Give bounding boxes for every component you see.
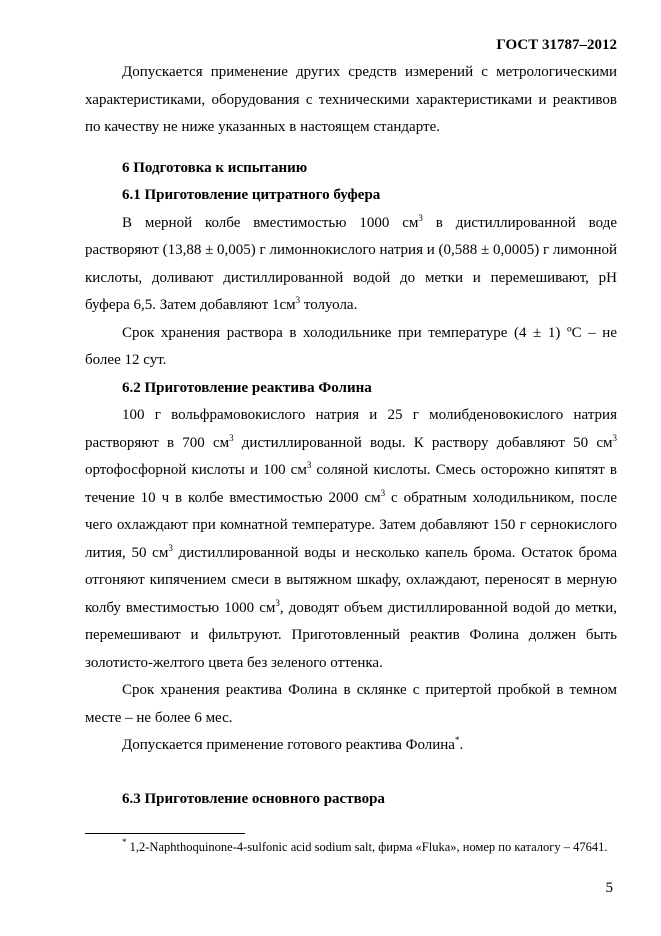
page-number: 5 xyxy=(605,880,613,896)
superscript: 3 xyxy=(275,597,280,608)
superscript: 3 xyxy=(418,212,423,223)
text-run: с обратным холодильником, после чего охлаждают при комнатной температуре. Затем добавляют 150 г сернокислого лития, 50 см xyxy=(85,489,617,561)
superscript: 3 xyxy=(380,487,386,498)
text-run: в дистиллированной воде растворяют (13,88 ± 0,005) г лимоннокислого натрия и (0,588 ± 0,0005) г лимонной кислоты, доливают дистиллированной водой до метки и перемешивают, pH буфера 6,5. Затем добавляют 1см xyxy=(85,214,617,313)
text-run: , доводят объем дистиллированной водой до метки, перемешивают и фильтруют. Приготовленный реактив Фолина должен быть золотисто-желтого цвета без зеленого оттенка. xyxy=(85,599,617,671)
footnote-reference: * xyxy=(454,735,460,745)
text-run: 100 г вольфрамовокислого натрия и 25 г молибденовокислого натрия растворяют в 700 см xyxy=(85,407,617,451)
standard-number: ГОСТ 31787–2012 xyxy=(496,37,617,53)
paragraph-storage-buffer: Срок хранения раствора в холодильнике при температуре (4 ± 1) ºС – не более 12 сут. xyxy=(85,324,617,368)
section-heading-6: 6 Подготовка к испытанию xyxy=(122,159,308,176)
footnote xyxy=(85,838,617,857)
text-run: . xyxy=(459,737,464,753)
superscript: 3 xyxy=(306,460,312,470)
page-body xyxy=(85,59,617,813)
section-heading-6-3: 6.3 Приготовление основного раствора xyxy=(122,790,385,807)
text-run: соляной кислоты. Смесь осторожно кипятят в течение 10 ч в колбе вместимостью 2000 см xyxy=(85,462,617,506)
superscript: 3 xyxy=(612,432,618,443)
paragraph-folin xyxy=(85,402,617,677)
text-run: дистиллированной воды и несколько капель брома. Остаток брома отгоняют кипячением смеси в вытяжном шкафу, охлаждают, переносят в мерную колбу вместимостью 1000 см xyxy=(85,544,617,616)
section-heading-6-1: 6.1 Приготовление цитратного буфера xyxy=(122,187,381,203)
section-heading-6-2: 6.2 Приготовление реактива Фолина xyxy=(122,379,372,396)
paragraph-ready-reagent xyxy=(85,732,617,760)
superscript: 3 xyxy=(295,295,301,305)
footnote-mark: * xyxy=(122,837,127,847)
text-run: В мерной колбе вместимостью 1000 см xyxy=(122,214,419,231)
paragraph-buffer xyxy=(85,210,617,320)
text-run: Допускается применение готового реактива Фолина xyxy=(122,737,455,753)
superscript: 3 xyxy=(229,432,234,443)
footnote-text: 1,2-Naphthoquinone-4-sulfonic acid sodium salt, фирма «Fluka», номер по каталогу – 47641. xyxy=(126,840,608,854)
text-run: дистиллированной воды. К раствору добавляют 50 см xyxy=(233,434,613,451)
superscript: 3 xyxy=(168,542,173,553)
paragraph-storage-folin: Срок хранения реактива Фолина в склянке с притертой пробкой в темном месте – не более 6 мес. xyxy=(85,682,617,726)
text-run: ортофосфорной кислоты и 100 см xyxy=(85,462,307,478)
text-run: толуола. xyxy=(300,297,358,313)
footnote-separator xyxy=(85,833,245,834)
paragraph-intro: Допускается применение других средств измерений с метрологическими характеристиками, оборудования с техническими характеристиками и реактивов по качеству не ниже указанных в настоящем стандарте. xyxy=(85,64,617,135)
